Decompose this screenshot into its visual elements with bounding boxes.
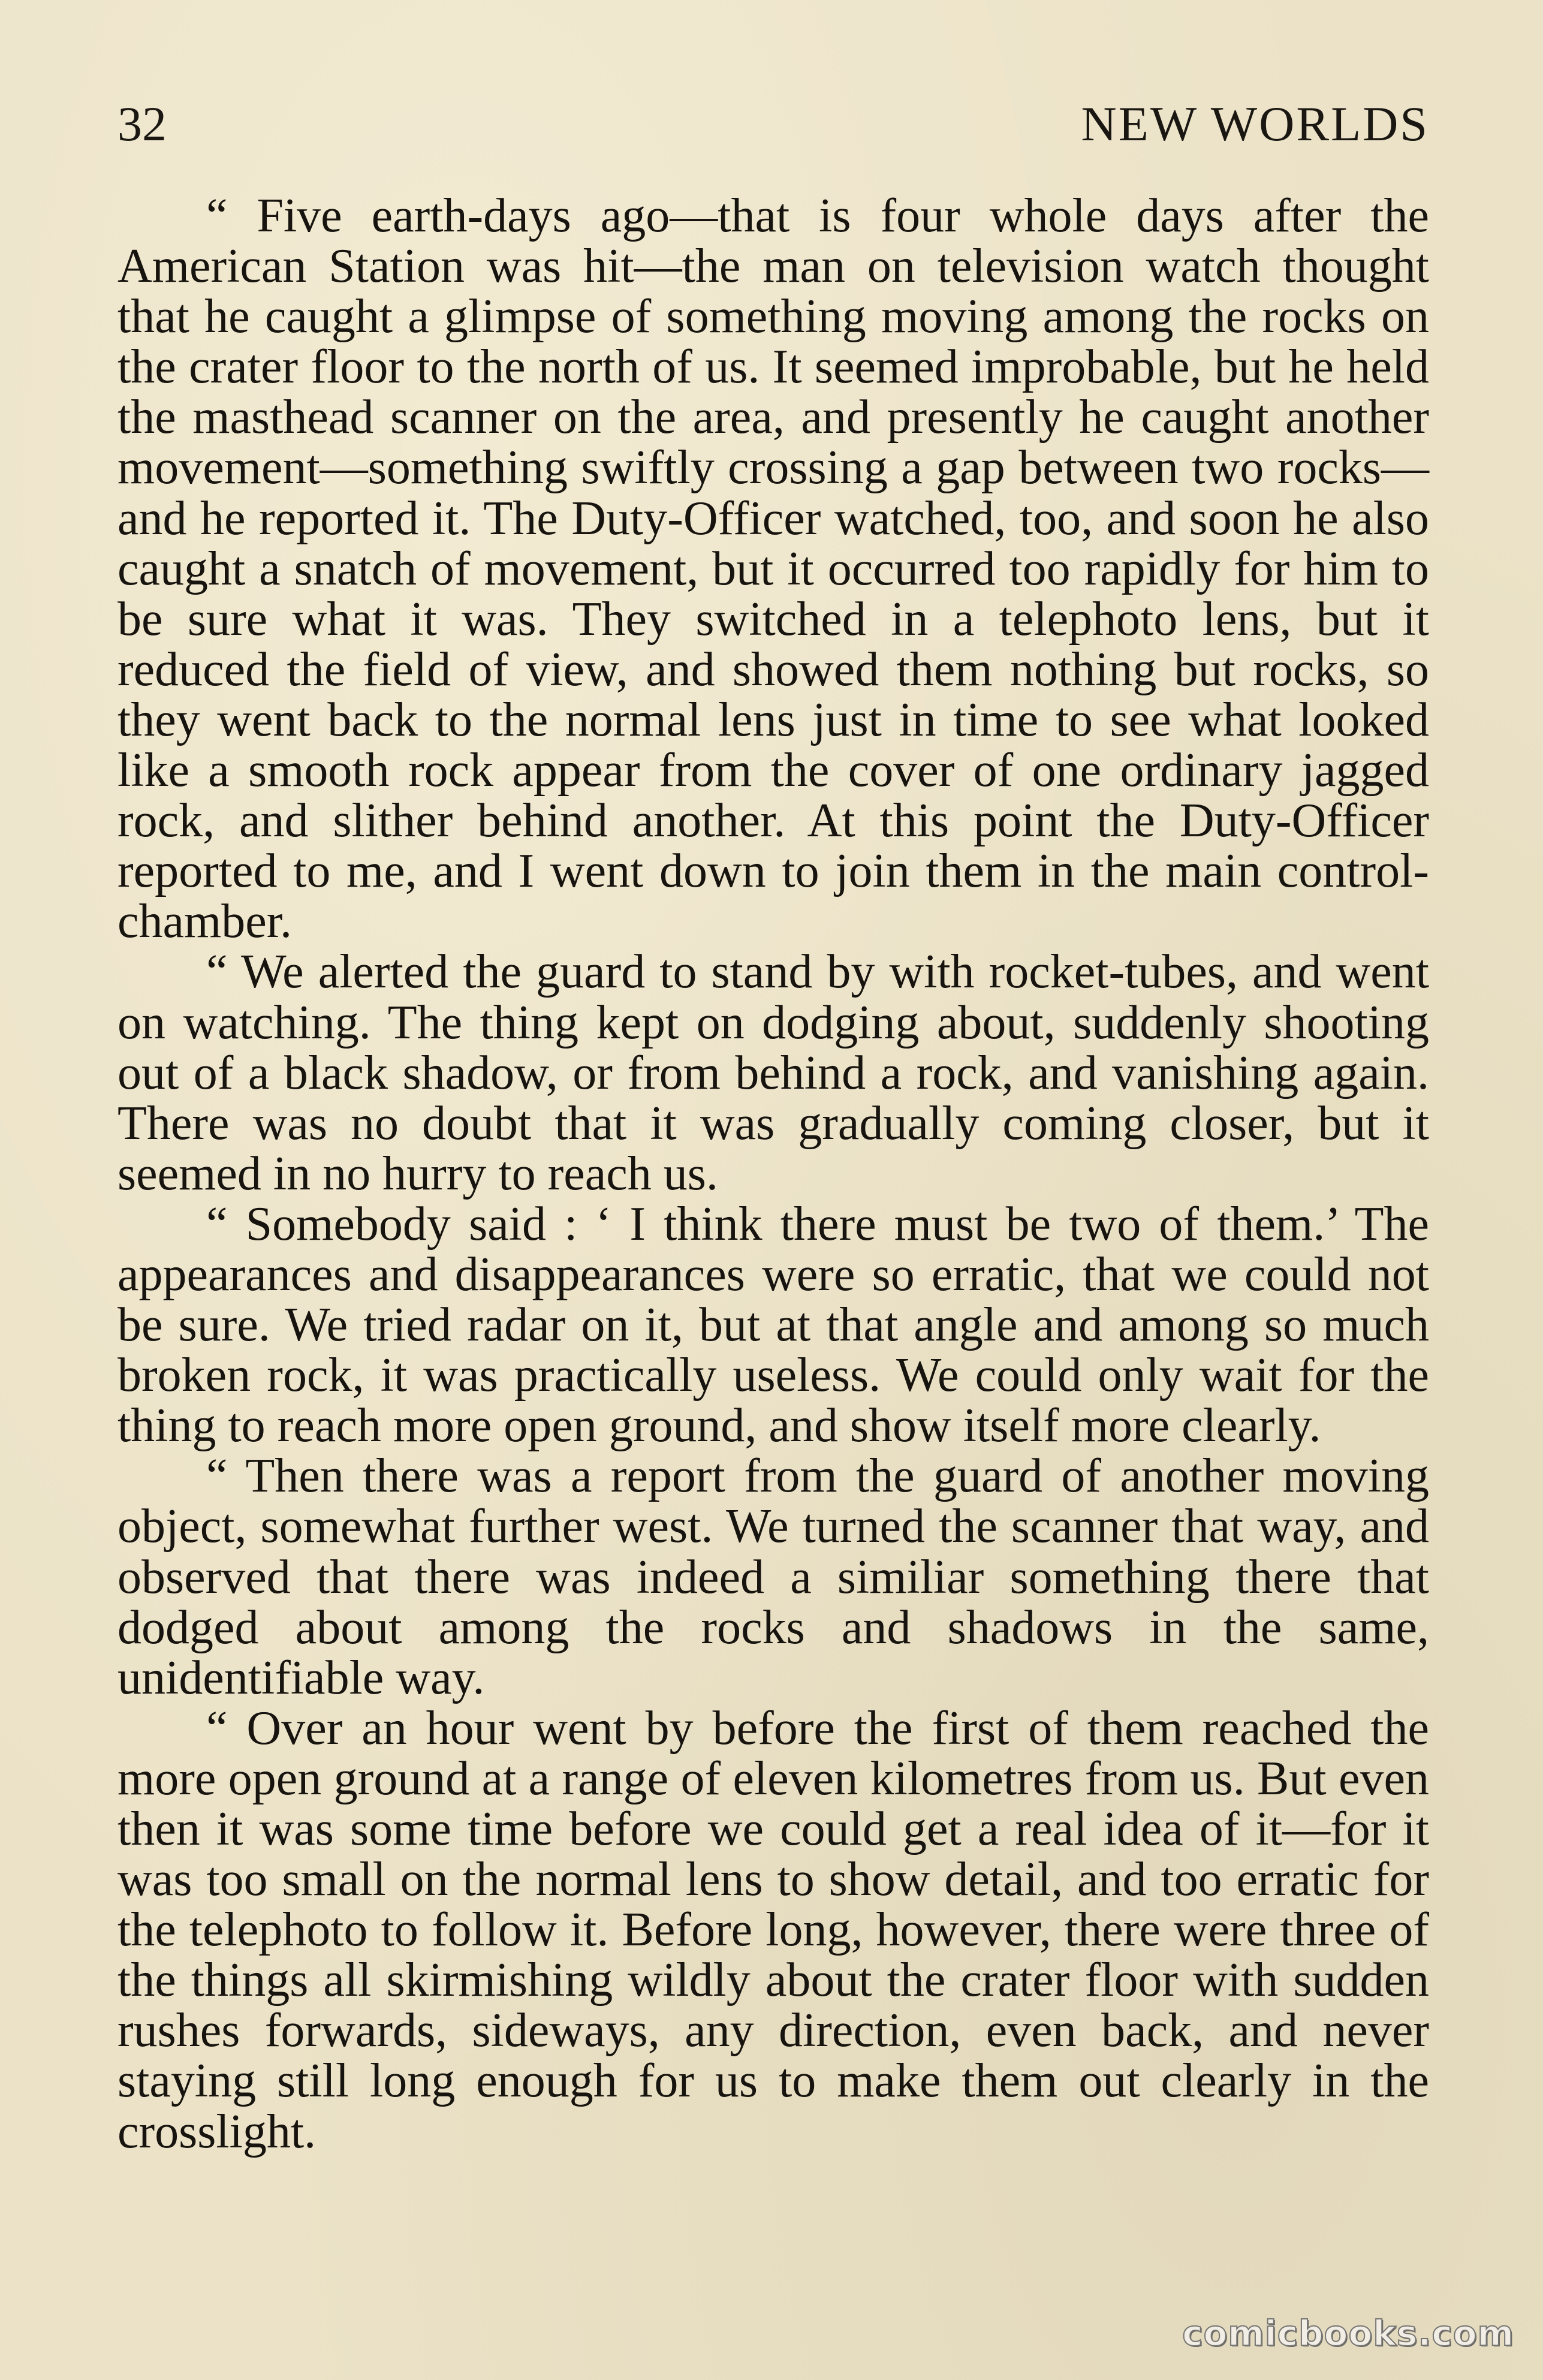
magazine-title: NEW WORLDS [1081, 97, 1429, 151]
story-text [117, 191, 1429, 2157]
running-head [117, 83, 1429, 149]
paragraph: “ Then there was a report from the guard of another moving object, somewhat further west. We turned the scanner that way, and observed that there was indeed a similiar something there that dodged about among the rocks and shadows in the same, unidentifiable way. [117, 1450, 1429, 1704]
paragraph: “ We alerted the guard to stand by with rocket-tubes, and went on watching. The thing kept on dodging about, suddenly shooting out of a black shadow, or from behind a rock, and vanishing again. There was no doubt that it was gradually coming closer, but it seemed in no hurry to reach us. [117, 945, 1429, 1200]
paragraph: “ Five earth-days ago—that is four whole days after the American Station was hit—the man on television watch thought that he caught a glimpse of something moving among the rocks on the crater floor to the north of us. It seemed improbable, but he held the masthead scanner on the area, and presently he caught another movement—something swiftly crossing a gap between two rocks—and he reported it. The Duty-Officer watched, too, and soon he also caught a snatch of movement, but it occurred too rapidly for him to be sure what it was. They switched in a telephoto lens, but it reduced the field of view, and showed them nothing but rocks, so they went back to the normal lens just in time to see what looked like a smooth rock appear from the cover of one ordinary jagged rock, and slither behind another. At this point the Duty-Officer reported to me, and I went down to join them in the main control-chamber. [117, 189, 1429, 948]
paragraph: “ Over an hour went by before the first of them reached the more open ground at a range of eleven kilometres from us. But even then it was some time before we could get a real idea of it—for it was too small on the normal lens to show detail, and too erratic for the telephoto to follow it. Before long, however, there were three of the things all skirmishing wildly about the crater floor with sudden rushes forwards, sideways, any direction, even back, and never staying still long enough for us to make them out clearly in the crosslight. [117, 1701, 1429, 2158]
paragraph: “ Somebody said : ‘ I think there must be two of them.’ The appearances and disappearances were so erratic, that we could not be sure. We tried radar on it, but at that angle and among so much broken rock, it was practically useless. We could only wait for the thing to reach more open ground, and show itself more clearly. [117, 1197, 1429, 1453]
site-watermark: comicbooks.com [1182, 2313, 1514, 2354]
page-number: 32 [117, 97, 167, 151]
